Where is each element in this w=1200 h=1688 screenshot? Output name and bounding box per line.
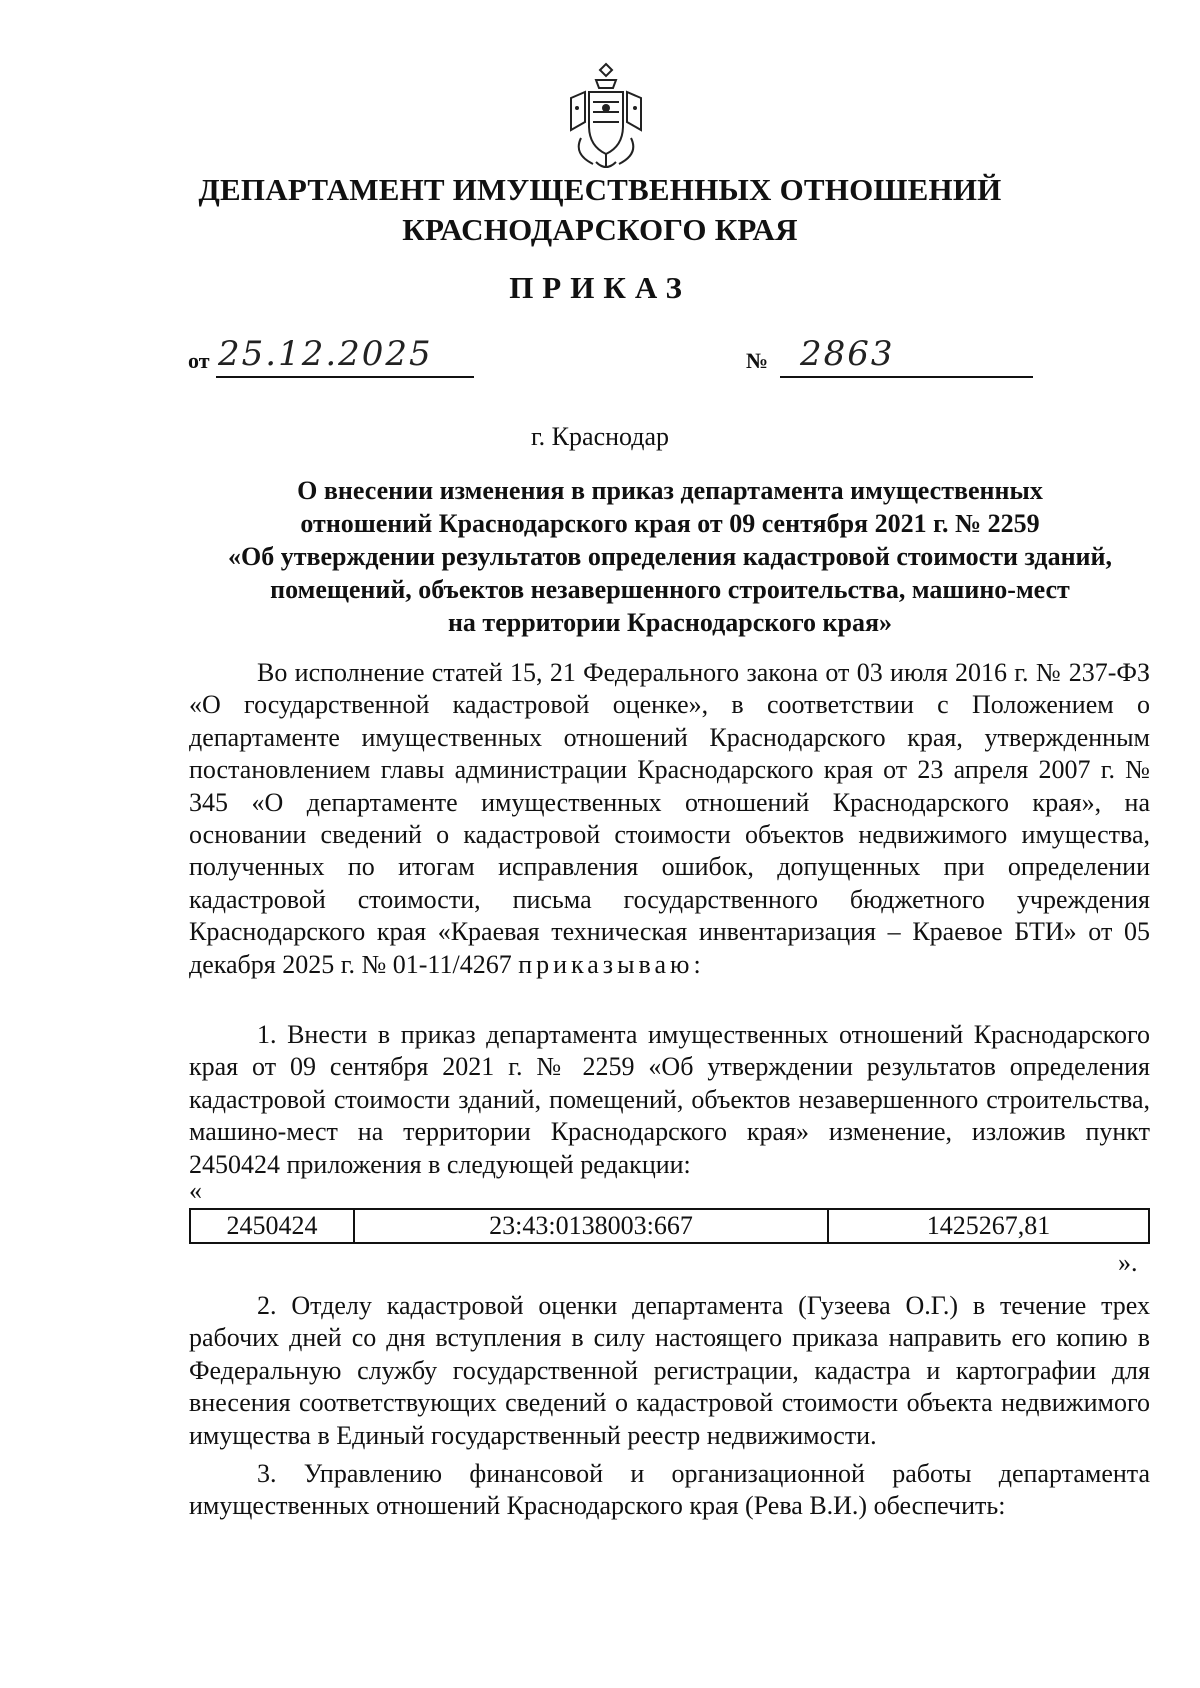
- department-name-line2: КРАСНОДАРСКОГО КРАЯ: [402, 212, 798, 247]
- preamble-text: Во исполнение статей 15, 21 Федерального закона от 03 июля 2016 г. № 237-ФЗ «О государственной кадастровой оценке», в соответствии с Положением о департаменте имущественных отношений Краснодарского края, утвержденным постановлением главы администрации Краснодарского края от 23 апреля 2007 г. № 345 «О департаменте имущественных отношений Краснодарского края», на основании сведений о кадастровой стоимости объектов недвижимого имущества, полученных по итогам исправления ошибок, допущенных при определении кадастровой стоимости, письма государственного бюджетного учреждения Краснодарского края «Краевая техническая инвентаризация – Краевое БТИ» от 05 декабря 2025 г. № 01-11/4267: [189, 658, 1150, 979]
- order-word: приказываю:: [518, 949, 705, 979]
- number-prefix: №: [746, 348, 769, 373]
- subject-line: «Об утверждении результатов определения кадастровой стоимости зданий,: [227, 542, 1113, 571]
- preamble-paragraph: [189, 657, 1150, 981]
- item-1-paragraph: 1. Внести в приказ департамента имущественных отношений Краснодарского края от 09 сентября 2021 г. № 2259 «Об утверждении результатов определения кадастровой стоимости зданий, помещений, объектов незавершенного строительства, машино-мест на территории Краснодарского края» изменение, изложив пункт 2450424 приложения в следующей редакции:: [189, 1020, 1150, 1179]
- table-cell-cadastral-value: 1425267,81: [828, 1209, 1149, 1243]
- subject-line: отношений Краснодарского края от 09 сентября 2021 г. № 2259: [300, 509, 1040, 538]
- order-subject: [180, 474, 1160, 639]
- subject-line: помещений, объектов незавершенного строительства, машино-мест: [270, 575, 1070, 604]
- order-title: ПРИКАЗ: [509, 270, 691, 305]
- subject-line: О внесении изменения в приказ департамента имущественных: [297, 476, 1043, 505]
- item-2-paragraph: 2. Отделу кадастровой оценки департамента (Гузеева О.Г.) в течение трех рабочих дней со дня вступления в силу настоящего приказа направить его копию в Федеральную службу государственной регистрации, кадастра и картографии для внесения соответствующих сведений о кадастровой стоимости объекта недвижимого имущества в Единый государственный реестр недвижимости.: [189, 1291, 1150, 1450]
- item-3-paragraph: 3. Управлению финансовой и организационной работы департамента имущественных отношений Краснодарского края (Рева В.И.) обеспечить:: [189, 1459, 1150, 1521]
- department-name-line1: ДЕПАРТАМЕНТ ИМУЩЕСТВЕННЫХ ОТНОШЕНИЙ: [198, 172, 1002, 207]
- table-cell-item-number: 2450424: [190, 1209, 354, 1243]
- city: г. Краснодар: [530, 422, 670, 451]
- order-date-handwritten: 25.12.2025: [218, 334, 433, 374]
- table-cell-cadastral-number: 23:43:0138003:667: [354, 1209, 828, 1243]
- amendment-table: [189, 1208, 1150, 1244]
- number-underline: [780, 376, 1033, 378]
- date-prefix: от: [188, 348, 210, 373]
- date-underline: [216, 376, 474, 378]
- table-row: [190, 1209, 1149, 1243]
- open-quote: «: [189, 1176, 202, 1205]
- coat-of-arms-emblem: [563, 58, 649, 176]
- subject-line: на территории Краснодарского края»: [447, 608, 893, 637]
- close-quote: ».: [1118, 1248, 1138, 1277]
- order-number-handwritten: 2863: [800, 334, 895, 374]
